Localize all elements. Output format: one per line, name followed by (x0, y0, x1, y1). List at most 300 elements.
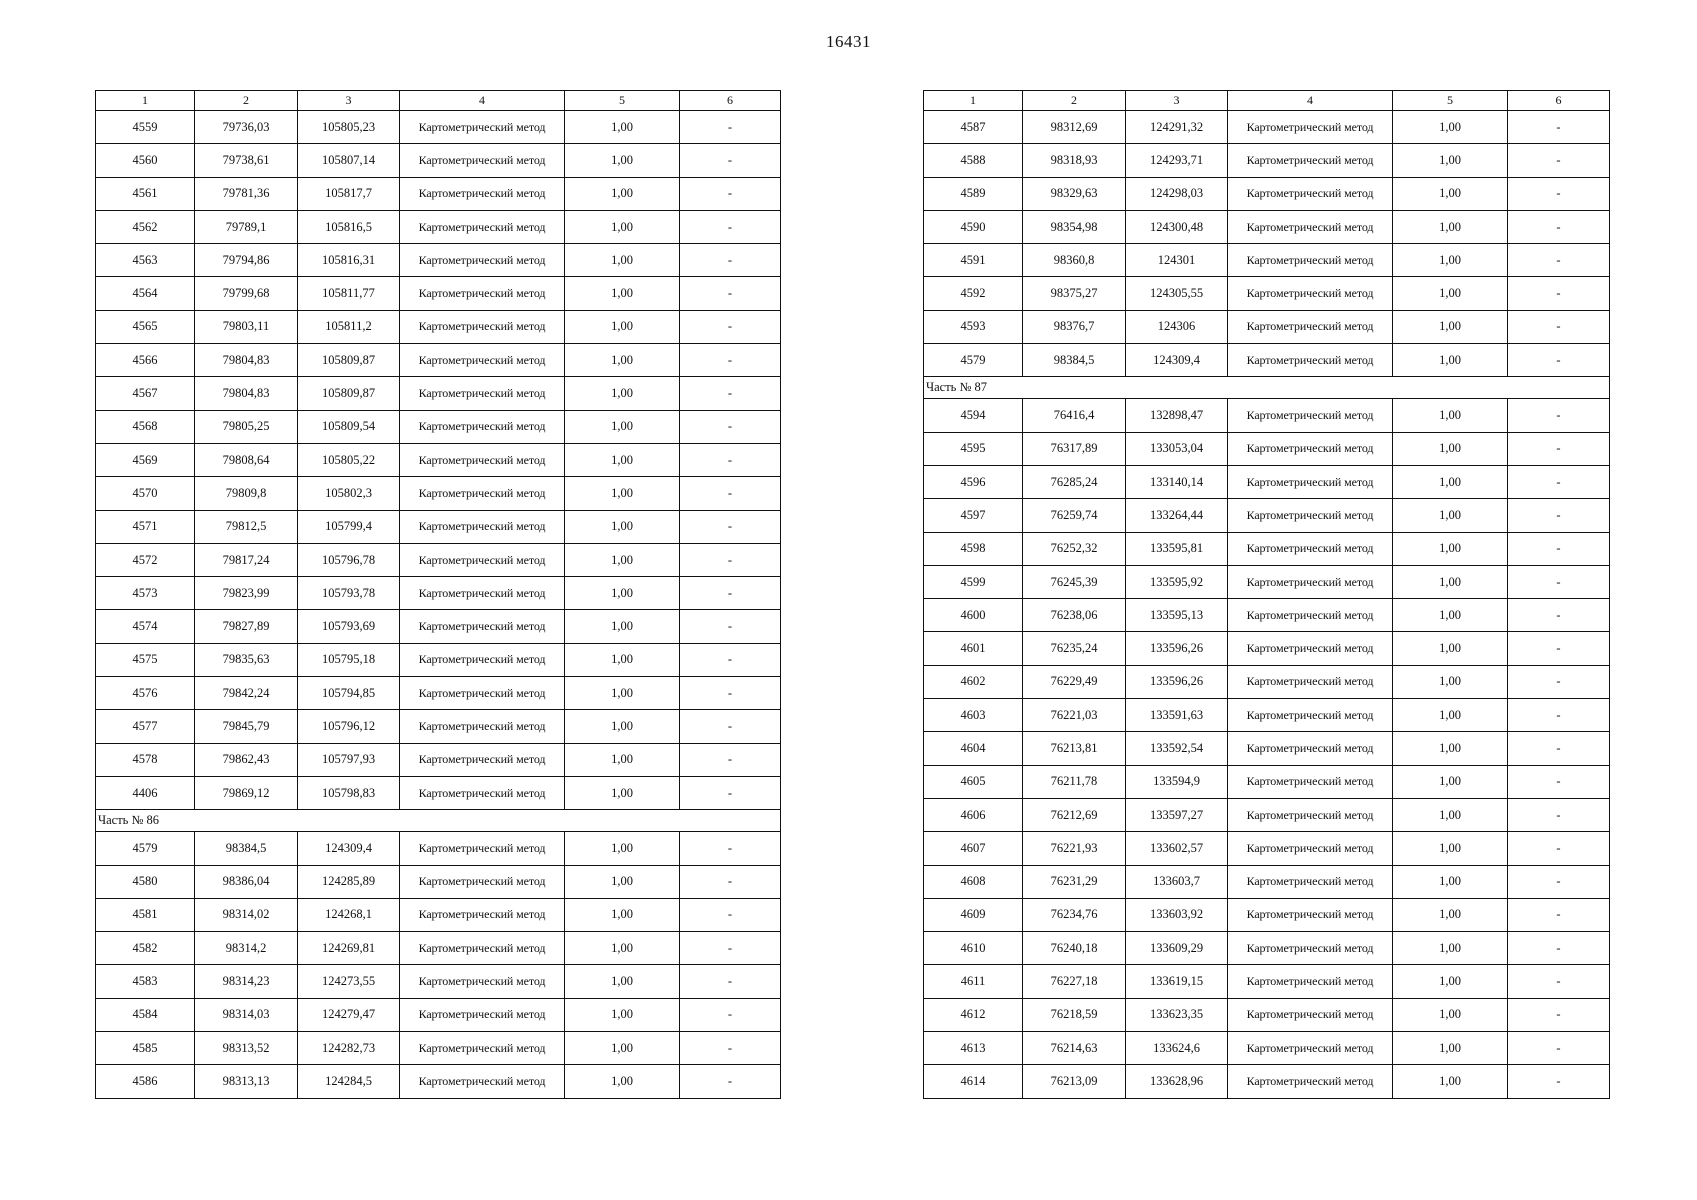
accuracy-cell: 1,00 (1393, 798, 1508, 831)
table-header-row (924, 91, 1610, 111)
x-coordinate-cell: 76416,4 (1023, 399, 1126, 432)
method-cell: Картометрический метод (1228, 111, 1393, 144)
x-coordinate-cell: 76238,06 (1023, 599, 1126, 632)
method-cell: Картометрический метод (400, 510, 565, 543)
method-cell: Картометрический метод (400, 832, 565, 865)
description-cell: - (1508, 344, 1610, 377)
method-cell: Картометрический метод (1228, 210, 1393, 243)
table-row (96, 443, 781, 476)
point-number-cell: 4587 (924, 111, 1023, 144)
accuracy-cell: 1,00 (1393, 432, 1508, 465)
y-coordinate-cell: 124301 (1126, 244, 1228, 277)
description-cell: - (680, 111, 781, 144)
point-number-cell: 4581 (96, 898, 195, 931)
table-row (96, 965, 781, 998)
y-coordinate-cell: 105793,78 (298, 577, 400, 610)
method-cell: Картометрический метод (400, 144, 565, 177)
accuracy-cell: 1,00 (565, 710, 680, 743)
part-heading: Часть № 86 (96, 810, 781, 832)
accuracy-cell: 1,00 (565, 965, 680, 998)
x-coordinate-cell: 76240,18 (1023, 932, 1126, 965)
description-cell: - (1508, 632, 1610, 665)
y-coordinate-cell: 133594,9 (1126, 765, 1228, 798)
point-number-cell: 4595 (924, 432, 1023, 465)
y-coordinate-cell: 133609,29 (1126, 932, 1228, 965)
point-number-cell: 4598 (924, 532, 1023, 565)
x-coordinate-cell: 98318,93 (1023, 144, 1126, 177)
method-cell: Картометрический метод (400, 776, 565, 809)
point-number-cell: 4582 (96, 932, 195, 965)
description-cell: - (1508, 532, 1610, 565)
description-cell: - (680, 177, 781, 210)
point-number-cell: 4606 (924, 798, 1023, 831)
method-cell: Картометрический метод (400, 577, 565, 610)
point-number-cell: 4589 (924, 177, 1023, 210)
point-number-cell: 4406 (96, 776, 195, 809)
y-coordinate-cell: 133595,81 (1126, 532, 1228, 565)
method-cell: Картометрический метод (1228, 565, 1393, 598)
column-header: 4 (1228, 91, 1393, 111)
x-coordinate-cell: 76212,69 (1023, 798, 1126, 831)
table-row (924, 1065, 1610, 1098)
method-cell: Картометрический метод (1228, 998, 1393, 1031)
y-coordinate-cell: 133140,14 (1126, 465, 1228, 498)
part-heading-row (96, 810, 781, 832)
method-cell: Картометрический метод (1228, 465, 1393, 498)
column-header: 2 (1023, 91, 1126, 111)
point-number-cell: 4563 (96, 244, 195, 277)
method-cell: Картометрический метод (400, 998, 565, 1031)
y-coordinate-cell: 105805,22 (298, 443, 400, 476)
point-number-cell: 4592 (924, 277, 1023, 310)
table-row (924, 244, 1610, 277)
description-cell: - (1508, 1032, 1610, 1065)
accuracy-cell: 1,00 (1393, 399, 1508, 432)
x-coordinate-cell: 76221,03 (1023, 699, 1126, 732)
description-cell: - (1508, 732, 1610, 765)
description-cell: - (680, 577, 781, 610)
y-coordinate-cell: 124293,71 (1126, 144, 1228, 177)
description-cell: - (680, 410, 781, 443)
accuracy-cell: 1,00 (565, 610, 680, 643)
y-coordinate-cell: 105796,78 (298, 543, 400, 576)
accuracy-cell: 1,00 (565, 277, 680, 310)
table-row (96, 577, 781, 610)
description-cell: - (680, 965, 781, 998)
accuracy-cell: 1,00 (565, 477, 680, 510)
accuracy-cell: 1,00 (1393, 599, 1508, 632)
accuracy-cell: 1,00 (565, 410, 680, 443)
method-cell: Картометрический метод (1228, 432, 1393, 465)
description-cell: - (680, 543, 781, 576)
point-number-cell: 4570 (96, 477, 195, 510)
x-coordinate-cell: 76245,39 (1023, 565, 1126, 598)
point-number-cell: 4569 (96, 443, 195, 476)
point-number-cell: 4602 (924, 665, 1023, 698)
x-coordinate-cell: 79817,24 (195, 543, 298, 576)
point-number-cell: 4607 (924, 832, 1023, 865)
description-cell: - (680, 344, 781, 377)
x-coordinate-cell: 79789,1 (195, 210, 298, 243)
point-number-cell: 4578 (96, 743, 195, 776)
y-coordinate-cell: 124309,4 (298, 832, 400, 865)
table-row (96, 377, 781, 410)
point-number-cell: 4577 (96, 710, 195, 743)
table-row (924, 932, 1610, 965)
table-row (96, 776, 781, 809)
table-row (96, 510, 781, 543)
accuracy-cell: 1,00 (1393, 765, 1508, 798)
y-coordinate-cell: 105794,85 (298, 677, 400, 710)
description-cell: - (680, 776, 781, 809)
point-number-cell: 4588 (924, 144, 1023, 177)
point-number-cell: 4580 (96, 865, 195, 898)
y-coordinate-cell: 105809,87 (298, 377, 400, 410)
x-coordinate-cell: 76218,59 (1023, 998, 1126, 1031)
accuracy-cell: 1,00 (565, 1065, 680, 1098)
y-coordinate-cell: 133592,54 (1126, 732, 1228, 765)
table-row (924, 465, 1610, 498)
accuracy-cell: 1,00 (1393, 965, 1508, 998)
description-cell: - (680, 898, 781, 931)
x-coordinate-cell: 79808,64 (195, 443, 298, 476)
accuracy-cell: 1,00 (1393, 665, 1508, 698)
method-cell: Картометрический метод (1228, 499, 1393, 532)
description-cell: - (1508, 1065, 1610, 1098)
description-cell: - (680, 310, 781, 343)
point-number-cell: 4572 (96, 543, 195, 576)
method-cell: Картометрический метод (1228, 632, 1393, 665)
method-cell: Картометрический метод (1228, 1065, 1393, 1098)
description-cell: - (1508, 932, 1610, 965)
x-coordinate-cell: 79805,25 (195, 410, 298, 443)
x-coordinate-cell: 79835,63 (195, 643, 298, 676)
point-number-cell: 4603 (924, 699, 1023, 732)
y-coordinate-cell: 105816,5 (298, 210, 400, 243)
x-coordinate-cell: 79862,43 (195, 743, 298, 776)
description-cell: - (680, 377, 781, 410)
table-row (924, 765, 1610, 798)
description-cell: - (1508, 432, 1610, 465)
method-cell: Картометрический метод (1228, 932, 1393, 965)
table-row (96, 610, 781, 643)
description-cell: - (1508, 832, 1610, 865)
x-coordinate-cell: 79781,36 (195, 177, 298, 210)
column-header: 2 (195, 91, 298, 111)
description-cell: - (680, 277, 781, 310)
y-coordinate-cell: 105793,69 (298, 610, 400, 643)
y-coordinate-cell: 124298,03 (1126, 177, 1228, 210)
y-coordinate-cell: 133596,26 (1126, 632, 1228, 665)
y-coordinate-cell: 133624,6 (1126, 1032, 1228, 1065)
accuracy-cell: 1,00 (1393, 177, 1508, 210)
method-cell: Картометрический метод (400, 377, 565, 410)
method-cell: Картометрический метод (1228, 665, 1393, 698)
method-cell: Картометрический метод (400, 610, 565, 643)
accuracy-cell: 1,00 (1393, 632, 1508, 665)
accuracy-cell: 1,00 (1393, 1065, 1508, 1098)
method-cell: Картометрический метод (400, 898, 565, 931)
column-header: 1 (96, 91, 195, 111)
x-coordinate-cell: 98354,98 (1023, 210, 1126, 243)
point-number-cell: 4579 (924, 344, 1023, 377)
method-cell: Картометрический метод (1228, 898, 1393, 931)
x-coordinate-cell: 76213,09 (1023, 1065, 1126, 1098)
point-number-cell: 4567 (96, 377, 195, 410)
column-header: 6 (1508, 91, 1610, 111)
x-coordinate-cell: 98313,52 (195, 1032, 298, 1065)
method-cell: Картометрический метод (400, 543, 565, 576)
method-cell: Картометрический метод (1228, 344, 1393, 377)
description-cell: - (1508, 898, 1610, 931)
description-cell: - (680, 643, 781, 676)
table-row (96, 932, 781, 965)
method-cell: Картометрический метод (400, 743, 565, 776)
method-cell: Картометрический метод (400, 277, 565, 310)
y-coordinate-cell: 133595,13 (1126, 599, 1228, 632)
accuracy-cell: 1,00 (565, 776, 680, 809)
x-coordinate-cell: 98386,04 (195, 865, 298, 898)
column-header: 6 (680, 91, 781, 111)
y-coordinate-cell: 105817,7 (298, 177, 400, 210)
y-coordinate-cell: 133597,27 (1126, 798, 1228, 831)
y-coordinate-cell: 105811,2 (298, 310, 400, 343)
accuracy-cell: 1,00 (565, 743, 680, 776)
table-row (924, 699, 1610, 732)
accuracy-cell: 1,00 (565, 344, 680, 377)
table-row (924, 344, 1610, 377)
accuracy-cell: 1,00 (1393, 565, 1508, 598)
point-number-cell: 4609 (924, 898, 1023, 931)
table-row (96, 344, 781, 377)
table-row (924, 499, 1610, 532)
column-header: 3 (298, 91, 400, 111)
x-coordinate-cell: 98384,5 (195, 832, 298, 865)
table-row (924, 432, 1610, 465)
y-coordinate-cell: 133053,04 (1126, 432, 1228, 465)
table-row (924, 565, 1610, 598)
method-cell: Картометрический метод (1228, 865, 1393, 898)
y-coordinate-cell: 105798,83 (298, 776, 400, 809)
description-cell: - (1508, 210, 1610, 243)
part-heading: Часть № 87 (924, 377, 1610, 399)
table-row (924, 310, 1610, 343)
x-coordinate-cell: 79845,79 (195, 710, 298, 743)
point-number-cell: 4575 (96, 643, 195, 676)
accuracy-cell: 1,00 (1393, 465, 1508, 498)
y-coordinate-cell: 124291,32 (1126, 111, 1228, 144)
table-row (924, 210, 1610, 243)
column-header: 5 (565, 91, 680, 111)
method-cell: Картометрический метод (400, 677, 565, 710)
accuracy-cell: 1,00 (565, 377, 680, 410)
table-row (924, 632, 1610, 665)
y-coordinate-cell: 133595,92 (1126, 565, 1228, 598)
x-coordinate-cell: 79738,61 (195, 144, 298, 177)
x-coordinate-cell: 98314,03 (195, 998, 298, 1031)
method-cell: Картометрический метод (400, 1065, 565, 1098)
method-cell: Картометрический метод (1228, 832, 1393, 865)
description-cell: - (680, 998, 781, 1031)
method-cell: Картометрический метод (400, 1032, 565, 1065)
point-number-cell: 4613 (924, 1032, 1023, 1065)
description-cell: - (1508, 244, 1610, 277)
table-row (96, 477, 781, 510)
description-cell: - (1508, 798, 1610, 831)
description-cell: - (1508, 699, 1610, 732)
accuracy-cell: 1,00 (1393, 310, 1508, 343)
description-cell: - (1508, 998, 1610, 1031)
point-number-cell: 4568 (96, 410, 195, 443)
description-cell: - (1508, 865, 1610, 898)
x-coordinate-cell: 76317,89 (1023, 432, 1126, 465)
method-cell: Картометрический метод (1228, 965, 1393, 998)
y-coordinate-cell: 124285,89 (298, 865, 400, 898)
method-cell: Картометрический метод (400, 643, 565, 676)
x-coordinate-cell: 79736,03 (195, 111, 298, 144)
table-row (924, 898, 1610, 931)
point-number-cell: 4591 (924, 244, 1023, 277)
page-number: 16431 (826, 32, 871, 51)
table-row (96, 643, 781, 676)
accuracy-cell: 1,00 (565, 310, 680, 343)
description-cell: - (1508, 499, 1610, 532)
y-coordinate-cell: 124305,55 (1126, 277, 1228, 310)
accuracy-cell: 1,00 (1393, 244, 1508, 277)
y-coordinate-cell: 105809,87 (298, 344, 400, 377)
y-coordinate-cell: 124269,81 (298, 932, 400, 965)
column-header: 3 (1126, 91, 1228, 111)
description-cell: - (1508, 277, 1610, 310)
table-row (96, 543, 781, 576)
table-row (96, 277, 781, 310)
point-number-cell: 4579 (96, 832, 195, 865)
description-cell: - (1508, 111, 1610, 144)
table-row (924, 532, 1610, 565)
table-row (96, 111, 781, 144)
point-number-cell: 4604 (924, 732, 1023, 765)
method-cell: Картометрический метод (1228, 765, 1393, 798)
table-row (924, 665, 1610, 698)
column-header: 4 (400, 91, 565, 111)
method-cell: Картометрический метод (1228, 277, 1393, 310)
accuracy-cell: 1,00 (1393, 998, 1508, 1031)
part-heading-row (924, 377, 1610, 399)
y-coordinate-cell: 124309,4 (1126, 344, 1228, 377)
accuracy-cell: 1,00 (1393, 732, 1508, 765)
description-cell: - (1508, 144, 1610, 177)
accuracy-cell: 1,00 (1393, 111, 1508, 144)
x-coordinate-cell: 76229,49 (1023, 665, 1126, 698)
description-cell: - (680, 477, 781, 510)
accuracy-cell: 1,00 (1393, 832, 1508, 865)
accuracy-cell: 1,00 (565, 677, 680, 710)
point-number-cell: 4583 (96, 965, 195, 998)
method-cell: Картометрический метод (400, 932, 565, 965)
accuracy-cell: 1,00 (1393, 210, 1508, 243)
accuracy-cell: 1,00 (1393, 277, 1508, 310)
table-row (96, 898, 781, 931)
description-cell: - (1508, 965, 1610, 998)
table-row (924, 1032, 1610, 1065)
table-row (96, 244, 781, 277)
table-row (96, 677, 781, 710)
point-number-cell: 4593 (924, 310, 1023, 343)
table-row (924, 865, 1610, 898)
point-number-cell: 4605 (924, 765, 1023, 798)
x-coordinate-cell: 98312,69 (1023, 111, 1126, 144)
accuracy-cell: 1,00 (565, 177, 680, 210)
x-coordinate-cell: 98360,8 (1023, 244, 1126, 277)
x-coordinate-cell: 79803,11 (195, 310, 298, 343)
coordinates-table-right (923, 90, 1610, 1099)
method-cell: Картометрический метод (400, 865, 565, 898)
y-coordinate-cell: 105805,23 (298, 111, 400, 144)
description-cell: - (680, 832, 781, 865)
y-coordinate-cell: 105809,54 (298, 410, 400, 443)
y-coordinate-cell: 133628,96 (1126, 1065, 1228, 1098)
table-row (924, 399, 1610, 432)
y-coordinate-cell: 105811,77 (298, 277, 400, 310)
table-body-right (924, 111, 1610, 1099)
description-cell: - (680, 443, 781, 476)
table-row (924, 998, 1610, 1031)
table-row (924, 177, 1610, 210)
x-coordinate-cell: 98375,27 (1023, 277, 1126, 310)
point-number-cell: 4600 (924, 599, 1023, 632)
method-cell: Картометрический метод (1228, 699, 1393, 732)
description-cell: - (680, 244, 781, 277)
accuracy-cell: 1,00 (565, 898, 680, 931)
point-number-cell: 4560 (96, 144, 195, 177)
x-coordinate-cell: 79804,83 (195, 377, 298, 410)
y-coordinate-cell: 133619,15 (1126, 965, 1228, 998)
method-cell: Картометрический метод (1228, 732, 1393, 765)
x-coordinate-cell: 79809,8 (195, 477, 298, 510)
method-cell: Картометрический метод (400, 344, 565, 377)
accuracy-cell: 1,00 (565, 244, 680, 277)
method-cell: Картометрический метод (400, 244, 565, 277)
x-coordinate-cell: 79823,99 (195, 577, 298, 610)
point-number-cell: 4564 (96, 277, 195, 310)
method-cell: Картометрический метод (1228, 399, 1393, 432)
point-number-cell: 4612 (924, 998, 1023, 1031)
table-row (96, 832, 781, 865)
method-cell: Картометрический метод (1228, 532, 1393, 565)
table-row (96, 1032, 781, 1065)
table-row (924, 832, 1610, 865)
y-coordinate-cell: 105807,14 (298, 144, 400, 177)
x-coordinate-cell: 79799,68 (195, 277, 298, 310)
y-coordinate-cell: 133596,26 (1126, 665, 1228, 698)
point-number-cell: 4561 (96, 177, 195, 210)
table-row (924, 277, 1610, 310)
point-number-cell: 4585 (96, 1032, 195, 1065)
description-cell: - (680, 677, 781, 710)
method-cell: Картометрический метод (400, 477, 565, 510)
accuracy-cell: 1,00 (1393, 932, 1508, 965)
description-cell: - (680, 1065, 781, 1098)
method-cell: Картометрический метод (1228, 144, 1393, 177)
x-coordinate-cell: 79794,86 (195, 244, 298, 277)
x-coordinate-cell: 76221,93 (1023, 832, 1126, 865)
x-coordinate-cell: 98314,2 (195, 932, 298, 965)
x-coordinate-cell: 76235,24 (1023, 632, 1126, 665)
accuracy-cell: 1,00 (1393, 344, 1508, 377)
description-cell: - (1508, 565, 1610, 598)
x-coordinate-cell: 76227,18 (1023, 965, 1126, 998)
method-cell: Картометрический метод (1228, 798, 1393, 831)
